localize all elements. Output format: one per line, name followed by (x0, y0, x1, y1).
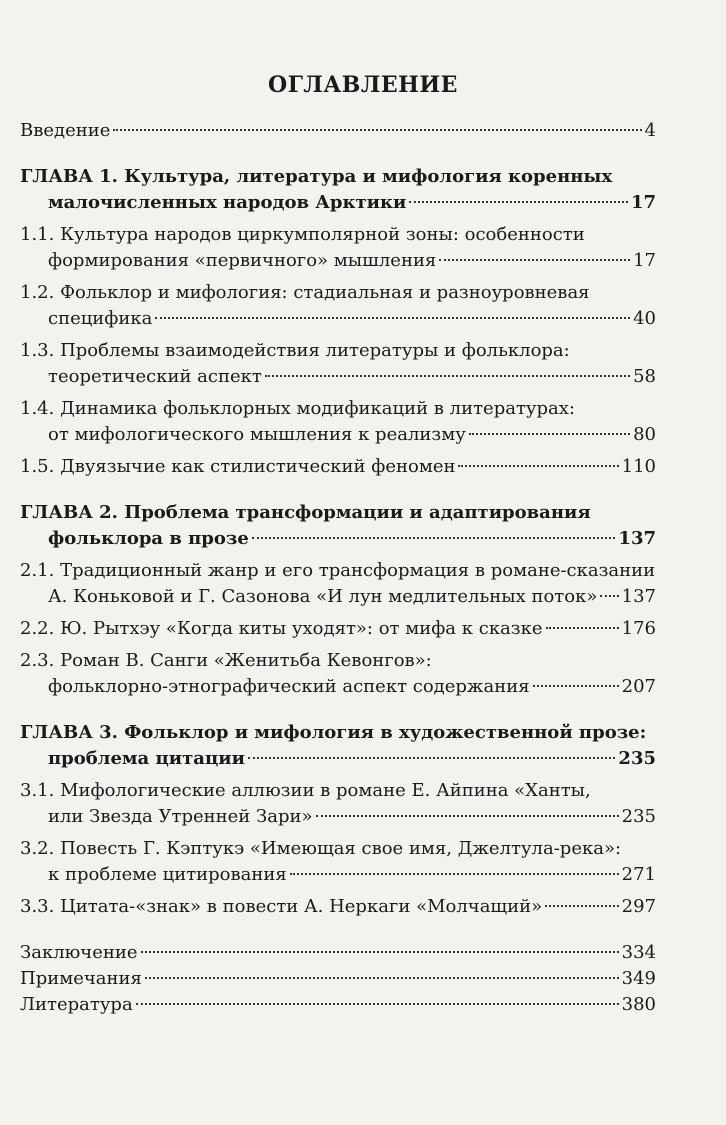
section-title-line: 1.1. Культура народов циркумполярной зоны: особенности (20, 224, 585, 245)
section-title-line: 3.1. Мифологические аллюзии в романе Е. Айпина «Ханты, (20, 780, 591, 801)
dot-leader (533, 685, 619, 687)
page-number: 40 (633, 308, 656, 329)
section-title-line: 2.1. Традиционный жанр и его трансформация в романе-сказании (20, 560, 656, 581)
page-title: ОГЛАВЛЕНИЕ (268, 72, 458, 98)
chapter-title-line: ГЛАВА 3. Фольклор и мифология в художественной прозе: (20, 722, 647, 743)
toc-section-3-1[interactable] (20, 778, 656, 830)
section-title-line: формирования «первичного» мышления (48, 250, 437, 271)
toc-entry-label: Литература (20, 994, 133, 1015)
dot-leader (113, 129, 641, 131)
dot-leader (458, 465, 618, 467)
chapter-title-line: ГЛАВА 2. Проблема трансформации и адаптирования (20, 502, 591, 523)
toc-section-2-3[interactable] (20, 648, 656, 700)
section-title-line: специфика (48, 308, 153, 329)
table-of-contents (20, 118, 656, 1018)
section-title-line: А. Коньковой и Г. Сазонова «И лун медлительных поток» (48, 586, 598, 607)
section-title-line: фольклорно-этнографический аспект содержания (48, 676, 530, 697)
page-number: 176 (621, 618, 656, 639)
toc-section-3-3[interactable] (20, 894, 656, 920)
dot-leader (265, 375, 630, 377)
page-number: 207 (621, 676, 656, 697)
toc-chapter-2[interactable] (20, 500, 656, 552)
chapter-title-line: проблема цитации (48, 748, 245, 769)
section-title-line: к проблеме цитирования (48, 864, 287, 885)
toc-entry-conclusion[interactable] (20, 940, 656, 966)
page-number: 137 (621, 586, 656, 607)
dot-leader (141, 951, 619, 953)
page-number: 334 (621, 942, 656, 963)
toc-section-2-2[interactable] (20, 616, 656, 642)
toc-section-1-4[interactable] (20, 396, 656, 448)
page-number: 235 (618, 748, 656, 769)
toc-section-3-2[interactable] (20, 836, 656, 888)
dot-leader (145, 977, 619, 979)
page-number: 58 (633, 366, 656, 387)
section-title-line: 1.3. Проблемы взаимодействия литературы и фольклора: (20, 340, 570, 361)
chapter-title-line: малочисленных народов Арктики (48, 192, 407, 213)
toc-entry-notes[interactable] (20, 966, 656, 992)
section-title-line: или Звезда Утренней Зари» (48, 806, 313, 827)
section-title-line: 1.4. Динамика фольклорных модификаций в литературах: (20, 398, 575, 419)
toc-entry-label: Введение (20, 120, 111, 141)
dot-leader (545, 905, 618, 907)
chapter-title-line: ГЛАВА 1. Культура, литература и мифология коренных (20, 166, 613, 187)
chapter-title-line: фольклора в прозе (48, 528, 249, 549)
toc-entry-intro[interactable] (20, 118, 656, 144)
section-title-line: от мифологического мышления к реализму (48, 424, 466, 445)
dot-leader (409, 201, 628, 203)
section-title-line: 2.3. Роман В. Санги «Женитьба Кевонгов»: (20, 650, 432, 671)
toc-chapter-1[interactable] (20, 164, 656, 216)
dot-leader (252, 537, 616, 539)
page-number: 271 (621, 864, 656, 885)
toc-chapter-3[interactable] (20, 720, 656, 772)
section-title-line: 3.2. Повесть Г. Кэптукэ «Имеющая свое имя, Джелтула-река»: (20, 838, 622, 859)
dot-leader (136, 1003, 619, 1005)
toc-section-1-2[interactable] (20, 280, 656, 332)
page-number: 17 (630, 192, 656, 213)
dot-leader (248, 757, 615, 759)
section-title-line: теоретический аспект (48, 366, 262, 387)
section-title-line: 3.3. Цитата-«знак» в повести А. Неркаги «Молчащий» (20, 896, 543, 917)
dot-leader (469, 433, 630, 435)
section-title-line: 1.5. Двуязычие как стилистический феномен (20, 456, 456, 477)
page-number: 80 (633, 424, 656, 445)
dot-leader (600, 595, 618, 597)
page-number: 349 (621, 968, 656, 989)
dot-leader (316, 815, 619, 817)
page-number: 137 (618, 528, 656, 549)
section-title-line: 1.2. Фольклор и мифология: стадиальная и разноуровневая (20, 282, 590, 303)
toc-entry-literature[interactable] (20, 992, 656, 1018)
dot-leader (155, 317, 630, 319)
dot-leader (546, 627, 619, 629)
page-number: 297 (621, 896, 656, 917)
page-number: 17 (633, 250, 656, 271)
toc-entry-label: Примечания (20, 968, 142, 989)
toc-section-1-5[interactable] (20, 454, 656, 480)
toc-section-2-1[interactable] (20, 558, 656, 610)
dot-leader (439, 259, 630, 261)
page-number: 380 (621, 994, 656, 1015)
toc-entry-label: Заключение (20, 942, 138, 963)
page-number: 110 (621, 456, 656, 477)
dot-leader (290, 873, 619, 875)
toc-section-1-1[interactable] (20, 222, 656, 274)
page-number: 235 (621, 806, 656, 827)
page-number: 4 (644, 120, 656, 141)
section-title-line: 2.2. Ю. Рытхэу «Когда киты уходят»: от мифа к сказке (20, 618, 543, 639)
toc-section-1-3[interactable] (20, 338, 656, 390)
